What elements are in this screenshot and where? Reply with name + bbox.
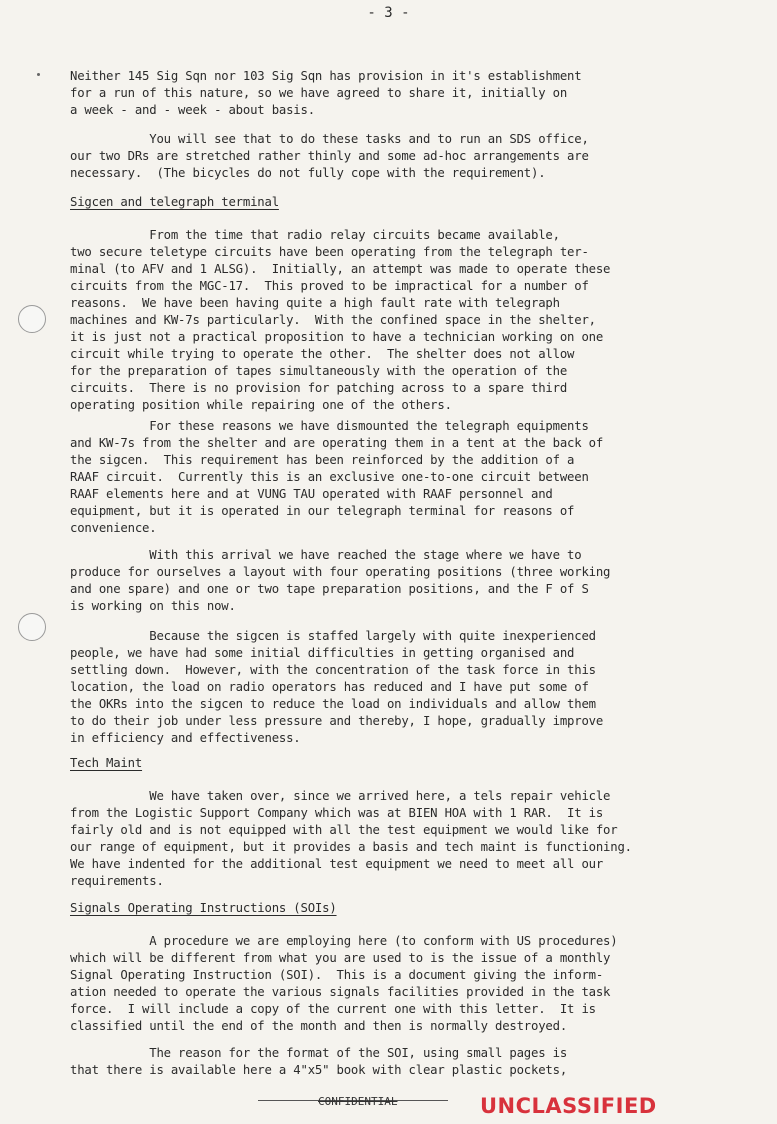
paragraph-3: From the time that radio relay circuits became available, two secure teletype circuits have been operating from the telegraph ter- minal (to AFV and 1 ALSG). Initially, an attempt was made to operate these circuits from the MGC-17. This proved to be impractical for a number of reasons. We have been having quite a high fault rate with telegraph machines and KW-7s particularly. With the confined space in the shelter, it is just not a practical proposition to have a technician working on one circuit while trying to operate the other. The shelter does not allow for the preparation of tapes simultaneously with the operation of the circuits. There is no provision for patching across to a spare third operating position while repairing one of the others. <box>70 228 611 412</box>
margin-dot <box>37 73 40 76</box>
paragraph-5: With this arrival we have reached the stage where we have to produce for ourselves a layout with four operating positions (three working and one spare) and one or two tape preparation positions, and the F of S is working on this now. <box>70 548 611 613</box>
paragraph-2: You will see that to do these tasks and to run an SDS office, our two DRs are stretched rather thinly and some ad-hoc arrangements are necessary. (The bicycles do not fully cope with the requirement). <box>70 132 589 180</box>
paragraph-7: We have taken over, since we arrived here, a tels repair vehicle from the Logistic Support Company which was at BIEN HOA with 1 RAR. It is fairly old and is not equipped with all the test equipment we would like for our range of equipment, but it provides a basis and tech maint is functioning. We have indented for the additional test equipment we need to meet all our requirements. <box>70 789 632 888</box>
punch-hole-icon <box>18 613 46 641</box>
paragraph-9: The reason for the format of the SOI, using small pages is that there is available here a 4"x5" book with clear plastic pockets, <box>70 1046 568 1077</box>
unclassified-stamp: UNCLASSIFIED <box>480 1094 657 1118</box>
paragraph-4: For these reasons we have dismounted the telegraph equipments and KW-7s from the shelter and are operating them in a tent at the back of the sigcen. This requirement has been reinforced by the addition of a RAAF circuit. Currently this is an exclusive one-to-one circuit between RAAF elements here and at VUNG TAU operated with RAAF personnel and equipment, but it is operated in our telegraph terminal for reasons of convenience. <box>70 419 604 535</box>
page-number: - 3 - <box>367 5 410 21</box>
paragraph-6: Because the sigcen is staffed largely with quite inexperienced people, we have had some initial difficulties in getting organised and settling down. However, with the concentration of the task force in this location, the load on radio operators has reduced and I have put some of the OKRs into the sigcen to reduce the load on individuals and allow them to do their job under less pressure and thereby, I hope, gradually improve in efficiency and effectiveness. <box>70 629 604 745</box>
paragraph-1: Neither 145 Sig Sqn nor 103 Sig Sqn has provision in it's establishment for a run of this nature, so we have agreed to share it, initially on a week - and - week - about basis. <box>70 69 582 117</box>
paragraph-8: A procedure we are employing here (to conform with US procedures) which will be different from what you are used to is the issue of a monthly Signal Operating Instruction (SOI). This is a document giving the inform- ation needed to operate the various signals facilities provided in the task force. I will include a copy of the current one with this letter. It is classified until the end of the month and then is normally destroyed. <box>70 934 618 1033</box>
heading-tech-maint: Tech Maint <box>70 756 143 770</box>
heading-sois: Signals Operating Instructions (SOIs) <box>70 901 337 915</box>
heading-sigcen: Sigcen and telegraph terminal <box>70 195 279 209</box>
punch-hole-icon <box>18 305 46 333</box>
confidential-struck-label: CONFIDENTIAL <box>318 1095 398 1108</box>
